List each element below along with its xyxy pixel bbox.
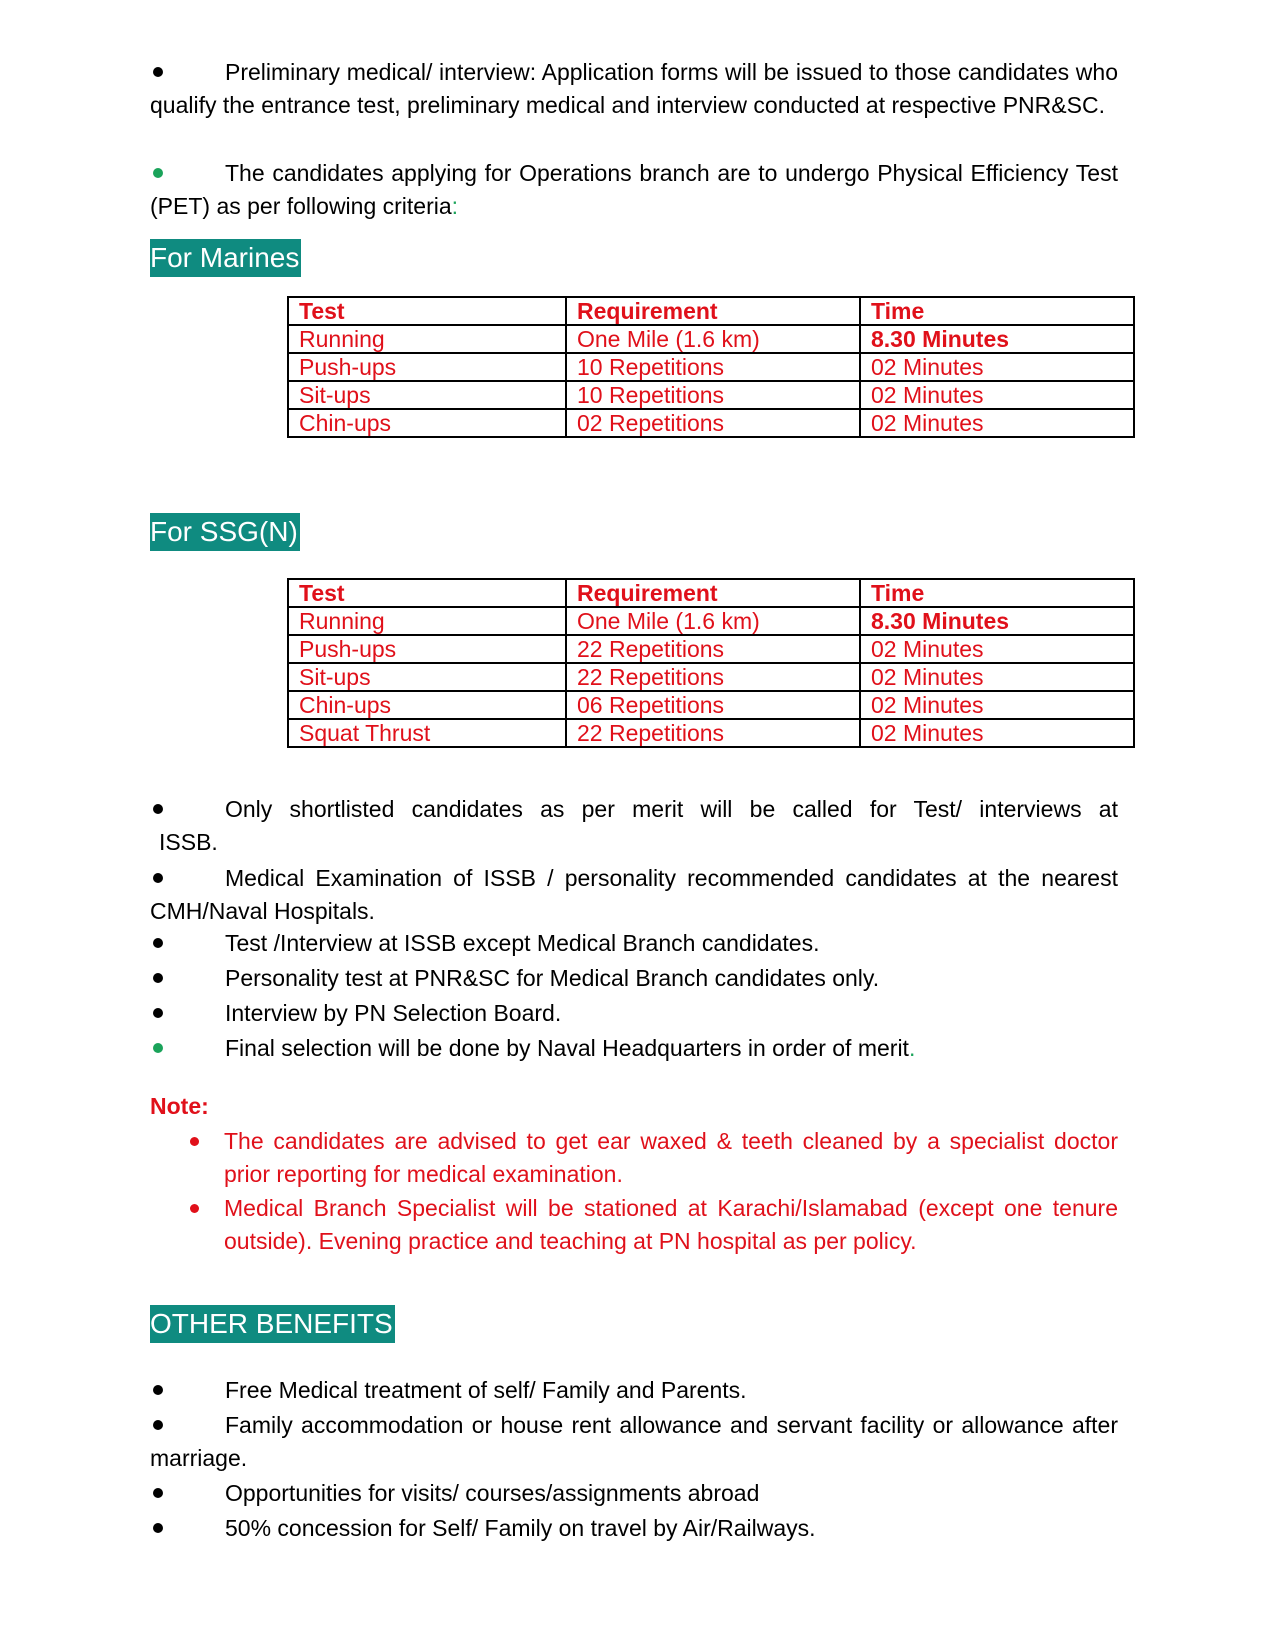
cell-test: Running	[288, 325, 566, 353]
table-row	[288, 409, 1134, 437]
bullet-icon	[150, 997, 225, 1030]
cell-test: Sit-ups	[288, 663, 566, 691]
bullet-text: Only shortlisted candidates as per merit will be called for Test/ interviews at	[225, 796, 1118, 822]
bullet-preliminary-medical	[150, 56, 1118, 122]
bullet-icon	[150, 862, 225, 895]
period-mark: .	[908, 1035, 916, 1061]
heading-for-ssg: For SSG(N)	[150, 513, 300, 551]
cell-test: Sit-ups	[288, 381, 566, 409]
bullet-shortlisted-cont: ISSB.	[159, 829, 218, 855]
bullet-personality-test	[150, 962, 1118, 995]
cell-time: 02 Minutes	[860, 409, 1134, 437]
cell-time: 02 Minutes	[860, 663, 1134, 691]
bullet-text: Family accommodation or house rent allowance and servant facility or allowance after marriage.	[150, 1412, 1118, 1471]
table-row	[288, 635, 1134, 663]
table-row	[288, 381, 1134, 409]
cell-time: 02 Minutes	[860, 719, 1134, 747]
cell-time: 02 Minutes	[860, 353, 1134, 381]
cell-time: 8.30 Minutes	[860, 607, 1134, 635]
bullet-free-medical	[150, 1374, 1118, 1407]
table-row	[288, 691, 1134, 719]
bullet-icon	[150, 793, 225, 826]
bullet-icon	[150, 927, 225, 960]
cell-requirement: 22 Repetitions	[566, 719, 860, 747]
bullet-selection-board	[150, 997, 1118, 1030]
bullet-icon	[150, 1409, 225, 1442]
note-title: Note:	[150, 1093, 209, 1119]
header-test: Test	[288, 579, 566, 607]
bullet-opportunities-abroad	[150, 1477, 1118, 1510]
bullet-icon	[150, 1512, 225, 1545]
table-row	[288, 663, 1134, 691]
bullet-icon	[190, 1204, 199, 1213]
bullet-icon	[190, 1137, 199, 1146]
bullet-final-selection	[150, 1032, 1118, 1065]
cell-requirement: 02 Repetitions	[566, 409, 860, 437]
table-header-row	[288, 297, 1134, 325]
bullet-icon	[150, 56, 225, 89]
bullet-text: Personality test at PNR&SC for Medical Branch candidates only.	[225, 965, 880, 991]
bullet-text: Medical Examination of ISSB / personality recommended candidates at the nearest CMH/Naval Hospitals.	[150, 865, 1118, 924]
cell-requirement: One Mile (1.6 km)	[566, 607, 860, 635]
bullet-icon	[150, 1032, 225, 1065]
cell-time: 8.30 Minutes	[860, 325, 1134, 353]
bullet-text: Final selection will be done by Naval Headquarters in order of merit	[225, 1035, 909, 1061]
bullet-medical-examination	[150, 862, 1118, 928]
bullet-text: Interview by PN Selection Board.	[225, 1000, 562, 1026]
bullet-icon	[150, 962, 225, 995]
table-row	[288, 325, 1134, 353]
cell-requirement: 10 Repetitions	[566, 353, 860, 381]
cell-requirement: 06 Repetitions	[566, 691, 860, 719]
header-requirement: Requirement	[566, 579, 860, 607]
header-time: Time	[860, 297, 1134, 325]
ssg-pet-table	[287, 578, 1135, 748]
cell-test: Running	[288, 607, 566, 635]
note-item-ear-teeth	[224, 1125, 1118, 1191]
note-text: The candidates are advised to get ear waxed & teeth cleaned by a specialist doctor prior reporting for medical examination.	[224, 1128, 1118, 1187]
colon-mark: :	[451, 193, 459, 219]
bullet-icon	[150, 1477, 225, 1510]
bullet-text: 50% concession for Self/ Family on travel by Air/Railways.	[225, 1515, 816, 1541]
bullet-text: Opportunities for visits/ courses/assignments abroad	[225, 1480, 760, 1506]
bullet-family-accommodation	[150, 1409, 1118, 1475]
bullet-icon	[150, 157, 225, 190]
bullet-text: Free Medical treatment of self/ Family and Parents.	[225, 1377, 747, 1403]
bullet-test-interview	[150, 927, 1118, 960]
bullet-travel-concession	[150, 1512, 1118, 1545]
cell-requirement: 22 Repetitions	[566, 635, 860, 663]
table-header-row	[288, 579, 1134, 607]
cell-time: 02 Minutes	[860, 691, 1134, 719]
cell-test: Chin-ups	[288, 409, 566, 437]
cell-requirement: 22 Repetitions	[566, 663, 860, 691]
cell-test: Chin-ups	[288, 691, 566, 719]
header-time: Time	[860, 579, 1134, 607]
heading-other-benefits: OTHER BENEFITS	[150, 1305, 395, 1343]
header-requirement: Requirement	[566, 297, 860, 325]
table-row	[288, 719, 1134, 747]
cell-requirement: 10 Repetitions	[566, 381, 860, 409]
bullet-text: Test /Interview at ISSB except Medical Branch candidates.	[225, 930, 820, 956]
bullet-icon	[150, 1374, 225, 1407]
heading-for-marines: For Marines	[150, 239, 301, 277]
cell-time: 02 Minutes	[860, 381, 1134, 409]
bullet-text: Preliminary medical/ interview: Application forms will be issued to those candidates who qualify the entrance test, preliminary medical and interview conducted at respective PNR&SC.	[150, 59, 1118, 118]
bullet-shortlisted	[150, 793, 1118, 826]
bullet-text: The candidates applying for Operations branch are to undergo Physical Efficiency Test (PET) as per following criteria	[150, 160, 1118, 219]
table-row	[288, 353, 1134, 381]
marines-pet-table	[287, 296, 1135, 438]
table-row	[288, 607, 1134, 635]
cell-test: Push-ups	[288, 635, 566, 663]
note-text: Medical Branch Specialist will be stationed at Karachi/Islamabad (except one tenure outside). Evening practice and teaching at PN hospital as per policy.	[224, 1195, 1118, 1254]
note-item-medical-specialist	[224, 1192, 1118, 1258]
cell-test: Squat Thrust	[288, 719, 566, 747]
cell-test: Push-ups	[288, 353, 566, 381]
header-test: Test	[288, 297, 566, 325]
cell-time: 02 Minutes	[860, 635, 1134, 663]
bullet-operations-pet	[150, 157, 1118, 223]
cell-requirement: One Mile (1.6 km)	[566, 325, 860, 353]
